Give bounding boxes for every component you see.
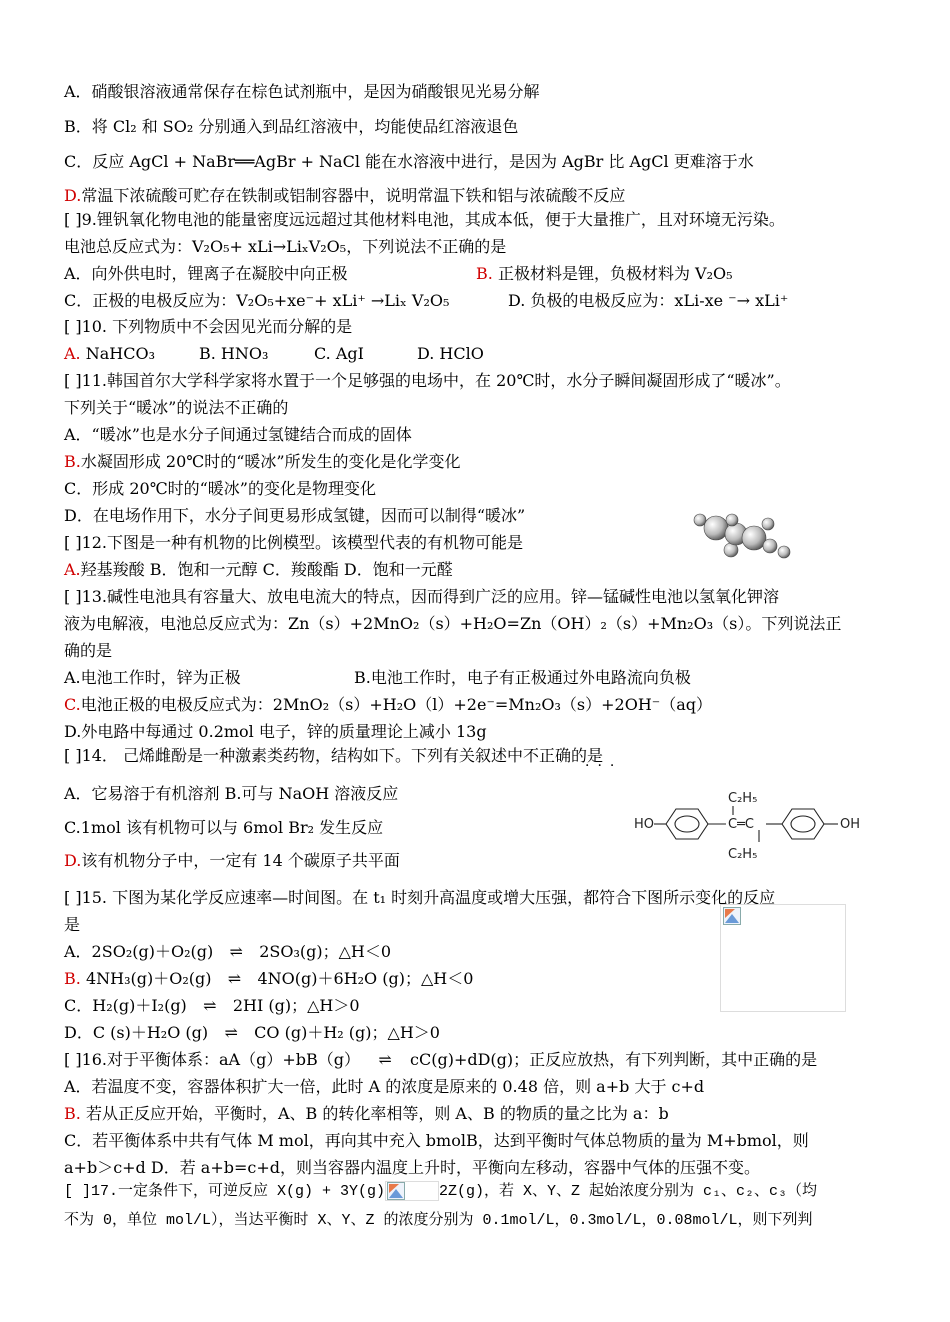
option-line [64,1022,440,1044]
question-13: [ ]13.碱性电池具有容量大、放电电流大的特点，因而得到广泛的应用。锌—锰碱性电池以氢氧化钾溶 [64,587,780,606]
option-line: A．向外供电时，锂离子在凝胶中向正极 [64,264,348,283]
rate-time-graph-placeholder [720,904,846,1012]
emphasis-dots: ··· [585,758,623,774]
option-left: A．2SO₂(g)＋O₂(g) [64,942,214,961]
option-text: 常温下浓硫酸可贮存在铁制或铝制容器中，说明常温下铁和铝与浓硫酸不反应 [81,186,626,205]
option-line [64,559,453,581]
option-line [64,185,625,207]
stem-right: 2Z(g)，若 X、Y、Z 起始浓度分别为 c₁、c₂、c₃（均 [439,1183,818,1200]
equilibrium-arrow-icon: ⇌ [203,996,217,1015]
option-line: A．若温度不变，容器体积扩大一倍，此时 A 的浓度是原来的 0.48 倍，则 a+b 大于 c+d [64,1077,705,1096]
question-15: [ ]15. 下图为某化学反应速率—时间图。在 t₁ 时刻升高温度或增大压强，都符合下图所示变化的反应 [64,888,776,907]
option-text: NaHCO₃ [85,344,155,363]
question-17-stem: 不为 0，单位 mol/L），当达平衡时 X、Y、Z 的浓度分别为 0.1mol/L，0.3mol/L，0.08mol/L，则下列判 [64,1212,813,1229]
option-right: CO (g)＋H₂ (g)；△H＞0 [254,1023,440,1042]
double-bond-label: C═C [728,817,754,832]
option-line: D．在电场作用下，水分子间更易形成氢键，因而可以制得“暖冰” [64,506,526,525]
answer-marker: B. [64,969,81,988]
option-line: C．正极的电极反应为：V₂O₅+xe⁻+ xLi⁺ →Liₓ V₂O₅ [64,291,450,310]
option-line: B．将 Cl₂ 和 SO₂ 分别通入到品红溶液中，均能使品红溶液退色 [64,117,519,136]
answer-marker: D. [64,851,82,870]
option-text: 正极材料是锂，负极材料为 V₂O₅ [497,264,733,283]
broken-image-icon [723,907,741,925]
question-11-stem: 下列关于“暖冰”的说法不正确的 [64,398,289,417]
broken-image-icon [385,1181,439,1201]
diethylstilbestrol-structure [632,784,868,862]
ethyl-bottom-label: C₂H₅ [728,847,758,862]
option-text: 若从正反应开始，平衡时，A、B 的转化率相等，则 A、B 的物质的量之比为 a：b [85,1104,669,1123]
equilibrium-arrow-icon: ⇌ [227,969,242,988]
option-left: C．H₂(g)＋I₂(g) [64,996,187,1015]
option-line: D.外电路中每通过 0.2mol 电子，锌的质量理论上减小 13g [64,722,487,741]
stem-left: [ ]16.对于平衡体系：aA（g）+bB（g） [64,1050,361,1069]
question-14: [ ]14． 己烯雌酚是一种激素类药物，结构如下。下列有关叙述中不正确的是 [64,746,604,765]
hydroxyl-right-label: OH [840,817,861,832]
question-9-stem: 电池总反应式为：V₂O₅+ xLi→LiₓV₂O₅，下列说法不正确的是 [64,237,507,256]
option-line: C. AgI [314,344,364,363]
option-text: 羟基羧酸 B．饱和一元醇 C．羧酸酯 D．饱和一元醛 [80,560,453,579]
equilibrium-arrow-icon: ⇌ [229,942,243,961]
option-line: A．它易溶于有机溶剂 B.可与 NaOH 溶液反应 [64,784,399,803]
option-line: C.1mol 该有机物可以与 6mol Br₂ 发生反应 [64,818,384,837]
stem-right: cC(g)+dD(g)；正反应放热，有下列判断，其中正确的是 [410,1050,818,1069]
option-right: 2HI (g)；△H＞0 [232,996,360,1015]
equilibrium-arrow-icon: ⇌ [378,1050,392,1069]
option-line: B. HNO₃ [199,344,269,363]
option-line [64,968,473,990]
option-line [64,343,155,365]
option-line [64,451,461,473]
question-13-stem: 确的是 [64,641,113,660]
question-15-stem: 是 [64,915,81,934]
option-left: D．C (s)＋H₂O (g) [64,1023,209,1042]
option-text: 水凝固形成 20℃时的“暖冰”所发生的变化是化学变化 [80,452,461,471]
option-line [64,850,400,872]
question-11: [ ]11.韩国首尔大学科学家将水置于一个足够强的电场中，在 20℃时，水分子瞬间凝固形成了“暖冰”。 [64,371,791,390]
hydroxyl-left-label: HO [634,817,655,832]
option-left: 4NH₃(g)＋O₂(g) [85,969,212,988]
answer-marker: A. [64,344,81,363]
question-13-stem: 液为电解液，电池总反应式为：Zn（s）+2MnO₂（s）+H₂O=Zn（OH）₂（s）+Mn₂O₃（s）。下列说法正 [64,614,842,633]
option-line: A．硝酸银溶液通常保存在棕色试剂瓶中，是因为硝酸银见光易分解 [64,82,540,101]
answer-marker: B. [64,452,81,471]
option-line: C．反应 AgCl + NaBr══AgBr + NaCl 能在水溶液中进行，是因为 AgBr 比 AgCl 更难溶于水 [64,152,754,171]
option-text: 电池正极的电极反应式为：2MnO₂（s）+H₂O（l）+2e⁻=Mn₂O₃（s）+2OH⁻（aq） [80,695,713,714]
stem-left: [ ]17.一定条件下，可逆反应 X(g) + 3Y(g) [64,1183,386,1200]
option-line: D. HClO [417,344,484,363]
option-line: A.电池工作时，锌为正极 [64,668,241,687]
answer-marker: D. [64,186,82,205]
question-12: [ ]12.下图是一种有机物的比例模型。该模型代表的有机物可能是 [64,533,524,552]
question-17 [64,1181,817,1203]
option-line [64,941,391,963]
option-line [64,694,712,716]
option-line: C．形成 20℃时的“暖冰”的变化是物理变化 [64,479,376,498]
option-right: 2SO₃(g)；△H＜0 [259,942,392,961]
answer-marker: C. [64,695,81,714]
answer-marker: B. [64,1104,81,1123]
option-right: 4NO(g)＋6H₂O (g)；△H＜0 [257,969,474,988]
option-line: D. 负极的电极反应为：xLi-xe ⁻→ xLi⁺ [508,291,789,310]
option-line [64,995,360,1017]
question-9: [ ]9.锂钒氧化物电池的能量密度远远超过其他材料电池，其成本低，便于大量推广，且对环境无污染。 [64,210,785,229]
question-10: [ ]10. 下列物质中不会因见光而分解的是 [64,317,353,336]
answer-marker: A. [64,560,81,579]
question-16 [64,1049,817,1071]
option-line: A．“暖冰”也是水分子间通过氢键结合而成的固体 [64,425,412,444]
ethyl-top-label: C₂H₅ [728,791,758,806]
option-line: C．若平衡体系中共有气体 M mol，再向其中充入 bmolB，达到平衡时气体总物质的量为 M+bmol，则 [64,1131,809,1150]
option-line: a+b＞c+d D．若 a+b=c+d，则当容器内温度上升时，平衡向左移动，容器中气体的压强不变。 [64,1158,761,1177]
answer-marker: B. [476,264,493,283]
option-text: 该有机物分子中，一定有 14 个碳原子共平面 [81,851,400,870]
ball-model-figure [686,510,796,572]
option-line: B.电池工作时，电子有正极通过外电路流向负极 [354,668,691,687]
option-line [64,1103,669,1125]
option-line [476,263,733,285]
equilibrium-arrow-icon: ⇌ [224,1023,238,1042]
